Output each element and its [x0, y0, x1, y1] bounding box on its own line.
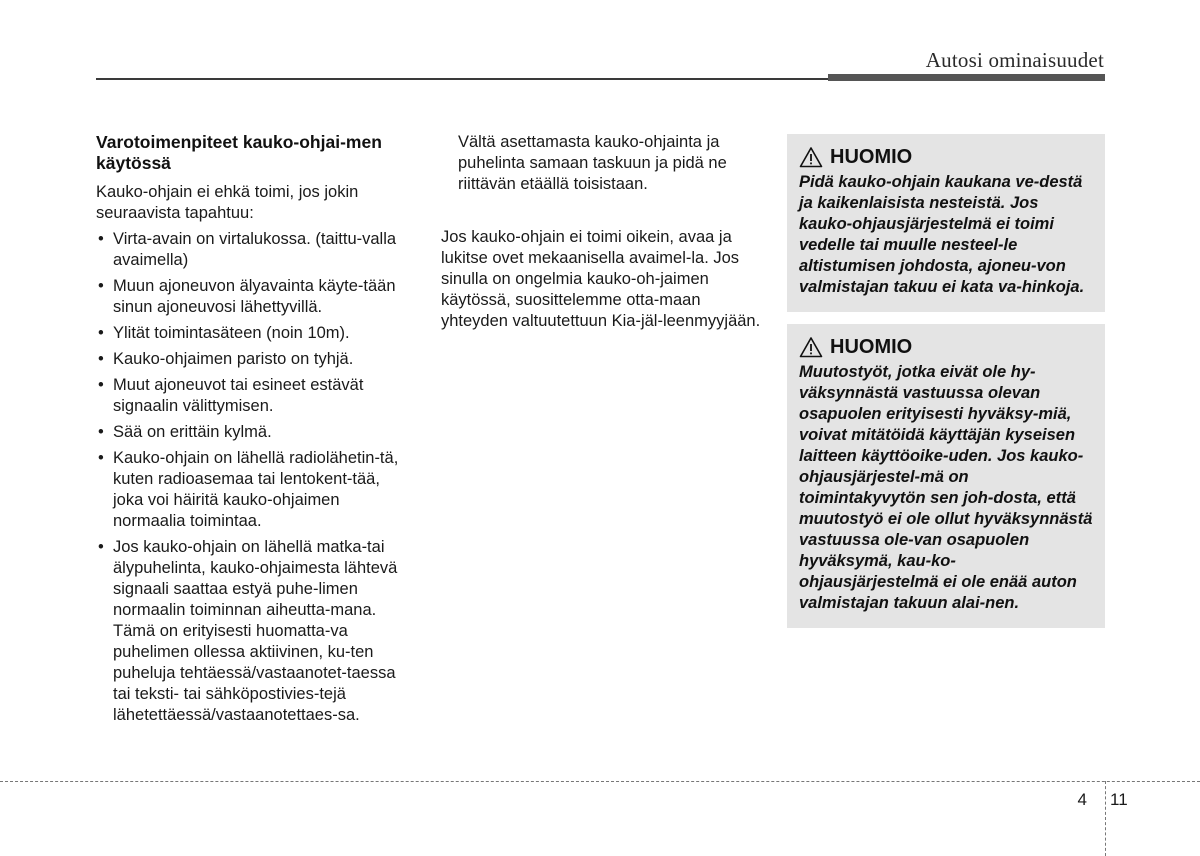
- header-rule-accent: [828, 74, 1105, 81]
- troubleshoot-paragraph: Jos kauko-ohjain ei toimi oikein, avaa ja lukitse ovet mekaanisella avaimel-la. Jos sinulla on ongelmia kauko-oh-jaimen käytössä, suosittelemme otta-maan yhteyden valtuutettuun Kia-jäl-leenmyyjään.: [441, 228, 761, 330]
- warning-triangle-icon: [799, 336, 823, 358]
- caution-text: Muutostyöt, jotka eivät ole hy-väksynnästä vastuussa olevan osapuolen erityisesti hyväksy-miä, voivat mitätöidä käyttäjän kyseisen laitteen käyttöoike-uden. Jos kauko-ohjausjärjestel-mä on toimintakyvytön sen joh-dosta, että muutostyö ei ole ollut hyväksynnästä vastuussa ole-van osapuolen hyväksymä, kau-ko-ohjausjärjestelmä ei ole enää auton valmistajan takuun alai-nen.: [799, 363, 1093, 612]
- list-item: • Jos kauko-ohjain on lähellä matka-tai älypuhelinta, kauko-ohjaimesta lähtevä signaali saattaa estyä puhe-limen normaalin toiminnan aiheutta-mana. Tämä on erityisesti huomatta-va puhelimen ollessa aktiivinen, ku-ten puheluja tehtäessä/vastaanotet-taessa tai teksti- tai sähköpostivies-tejä lähetettäessä/vastaanotettaes-sa.: [96, 537, 414, 726]
- footer-rule: [0, 781, 1200, 782]
- list-item: • Muut ajoneuvot tai esineet estävät signaalin välittymisen.: [96, 375, 414, 417]
- right-column: [787, 134, 1105, 640]
- caution-box: [787, 324, 1105, 628]
- caution-header: [799, 144, 1093, 170]
- footer-divider: [1105, 781, 1106, 856]
- list-item: • Sää on erittäin kylmä.: [96, 422, 414, 443]
- middle-column: [441, 132, 761, 332]
- chapter-number: 4: [1077, 790, 1087, 809]
- list-item: • Kauko-ohjaimen paristo on tyhjä.: [96, 349, 414, 370]
- page-header-title: Autosi ominaisuudet: [925, 48, 1104, 72]
- header-rule: [96, 78, 828, 80]
- caution-title: HUOMIO: [830, 146, 913, 168]
- caution-title: HUOMIO: [830, 336, 913, 358]
- page-number: 11: [1110, 790, 1128, 809]
- section-heading: Varotoimenpiteet kauko-ohjai-men käytössä: [96, 132, 382, 173]
- continuation-paragraph: Vältä asettamasta kauko-ohjainta ja puhelinta samaan taskuun ja pidä ne riittävän etäällä toisistaan.: [458, 133, 727, 193]
- caution-text: Pidä kauko-ohjain kaukana ve-destä ja kaikenlaisista nesteistä. Jos kauko-ohjausjärjestelmä ei toimi vedelle tai muulle nesteel-le altistumisen johdosta, ajoneu-von valmistajan takuu ei kata va-hinkoja.: [799, 173, 1085, 296]
- caution-header: [799, 334, 1093, 360]
- list-item: • Ylität toimintasäteen (noin 10m).: [96, 323, 414, 344]
- warning-triangle-icon: [799, 146, 823, 168]
- intro-paragraph: Kauko-ohjain ei ehkä toimi, jos jokin seuraavista tapahtuu:: [96, 183, 359, 222]
- caution-box: [787, 134, 1105, 312]
- list-item: • Kauko-ohjain on lähellä radiolähetin-tä, kuten radioasemaa tai lentokent-tää, joka voi häiritä kauko-ohjaimen normaalia toimintaa.: [96, 448, 414, 532]
- left-column: [96, 132, 414, 731]
- list-item: • Virta-avain on virtalukossa. (taittu-valla avaimella): [96, 229, 414, 271]
- list-item: • Muun ajoneuvon älyavainta käyte-tään sinun ajoneuvosi lähettyvillä.: [96, 276, 414, 318]
- condition-list: [96, 229, 414, 726]
